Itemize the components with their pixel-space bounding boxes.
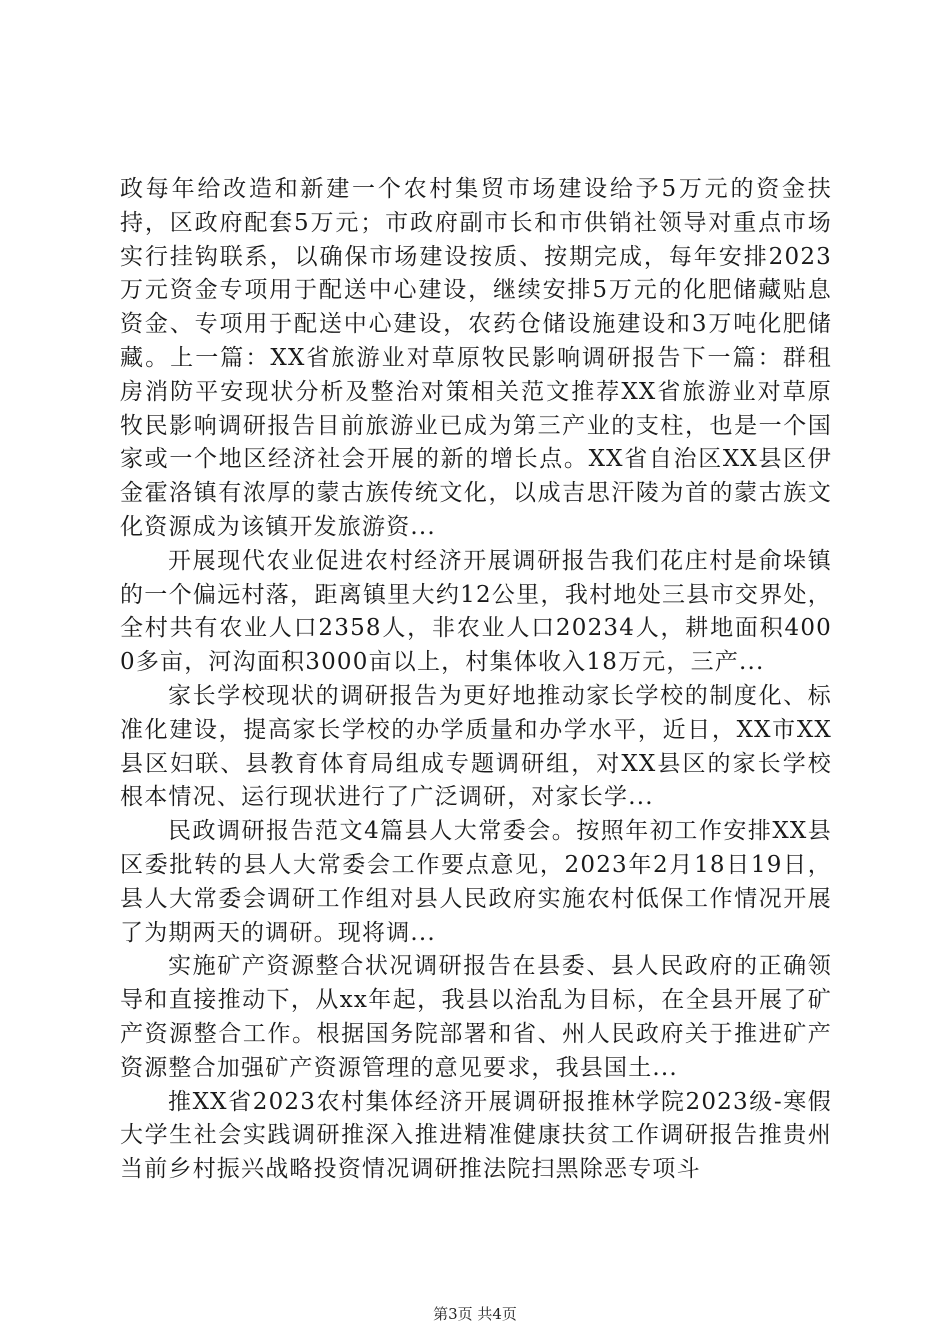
document-body bbox=[120, 173, 832, 1187]
page-number-footer: 第3页 共4页 bbox=[433, 1305, 517, 1323]
paragraph-parent-school: 家长学校现状的调研报告为更好地推动家长学校的制度化、标准化建设，提高家长学校的办学质量和办学水平，近日，XX市XX县区妇联、县教育体育局组成专题调研组，对XX县区的家长学校根本情况、运行现状进行了广泛调研，对家长学... bbox=[120, 682, 832, 811]
paragraph-civil-affairs: 民政调研报告范文4篇县人大常委会。按照年初工作安排XX县区委批转的县人大常委会工作要点意见，2023年2月18日19日，县人大常委会调研工作组对县人民政府实施农村低保工作情况开展了为期两天的调研。现将调... bbox=[120, 818, 832, 946]
paragraph-modern-agriculture: 开展现代农业促进农村经济开展调研报告我们花庄村是俞垛镇的一个偏远村落，距离镇里大约12公里，我村地处三县市交界处，全村共有农业人口2358人，非农业人口20234人，耕地面积4000多亩，河沟面积3000亩以上，村集体收入18万元，三产... bbox=[120, 547, 832, 676]
paragraph-recommendations: 推XX省2023农村集体经济开展调研报推林学院2023级-寒假大学生社会实践调研推深入推进精准健康扶贫工作调研报告推贵州当前乡村振兴战略投资情况调研推法院扫黑除恶专项斗 bbox=[120, 1088, 832, 1183]
paragraph-market-funding: 政每年给改造和新建一个农村集贸市场建设给予5万元的资金扶持，区政府配套5万元；市政府副市长和市供销社领导对重点市场实行挂钩联系，以确保市场建设按质、按期完成，每年安排2023万元资金专项用于配送中心建设，继续安排5万元的化肥储藏贴息资金、专项用于配送中心建设，农药仓储设施建设和3万吨化肥储藏。上一篇：XX省旅游业对草原牧民影响调研报告下一篇：群租房消防平安现状分析及整治对策相关范文推荐XX省旅游业对草原牧民影响调研报告目前旅游业已成为第三产业的支柱，也是一个国家或一个地区经济社会开展的新的增长点。XX省自治区XX县区伊金霍洛镇有浓厚的蒙古族传统文化，以成吉思汗陵为首的蒙古族文化资源成为该镇开发旅游资... bbox=[120, 176, 832, 540]
paragraph-mineral-resources: 实施矿产资源整合状况调研报告在县委、县人民政府的正确领导和直接推动下，从xx年起，我县以治乱为目标，在全县开展了矿产资源整合工作。根据国务院部署和省、州人民政府关于推进矿产资源整合加强矿产资源管理的意见要求，我县国土... bbox=[120, 953, 832, 1081]
